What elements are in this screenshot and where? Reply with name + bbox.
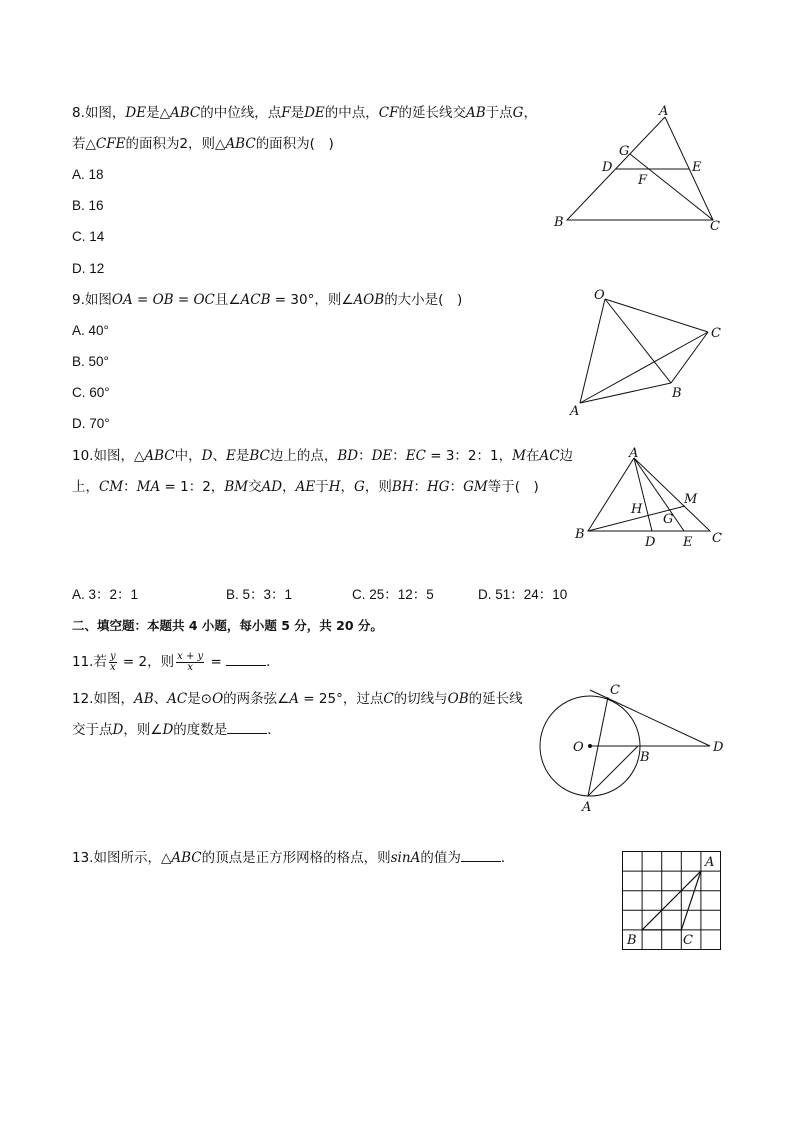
q9-segment-ab <box>580 383 671 403</box>
q8-label-a: A <box>659 104 669 119</box>
q10-option-c[interactable]: C. 25：12：5 <box>352 587 434 602</box>
q12-line2: 交于点D，则∠D的度数是 ． <box>72 722 281 738</box>
q10-label-g: G <box>663 512 674 527</box>
q8-option-b[interactable]: B. 16 <box>72 198 104 213</box>
q10-label-e: E <box>683 535 693 550</box>
q10-segment-ae <box>634 458 684 531</box>
q8-line1: 8.如图，DE是△ABC的中位线，点F是DE的中点，CF的延长线交AB于点G， <box>72 105 537 121</box>
q11-fraction-x-plus-y-over-x: $\frac{x + y}{x}$ <box>177 650 204 673</box>
q8-triangle-figure <box>550 100 730 235</box>
q13-label-a: A <box>705 855 715 870</box>
q10-triangle-figure <box>570 445 730 555</box>
q8-label-f: F <box>638 173 648 188</box>
q13-grid-figure <box>622 851 722 951</box>
q12-label-d: D <box>713 740 724 755</box>
q12-line1: 12.如图，AB、AC是⊙O的两条弦∠A = 25°，过点C的切线与OB的延长线 <box>72 691 523 707</box>
q13-label-b: B <box>627 933 637 948</box>
q9-option-c[interactable]: C. 60° <box>72 385 110 400</box>
q9-option-a[interactable]: A. 40° <box>72 323 109 338</box>
q12-tangent-line <box>590 690 710 746</box>
q10-option-a[interactable]: A. 3：2：1 <box>72 587 139 602</box>
q9-label-a: A <box>570 404 580 419</box>
q11-answer-blank[interactable] <box>226 653 266 666</box>
q9-segment-ac <box>580 332 708 403</box>
q9-label-o: O <box>594 288 605 303</box>
q9-label-b: B <box>672 386 682 401</box>
q12-label-o: O <box>573 740 584 755</box>
q8-label-e: E <box>692 160 702 175</box>
q9-label-c: C <box>711 326 721 341</box>
q12-label-a: A <box>582 800 592 815</box>
q13-line1: 13.如图所示，△ABC的顶点是正方形网格的格点，则sinA的值为 ． <box>72 850 515 866</box>
q12-label-c: C <box>610 683 620 698</box>
q11-line1: 11.若 $\frac{y}{x}$ = 2，则 $\frac{x + y}{x}$ = ． <box>72 650 280 673</box>
q8-label-c: C <box>710 219 720 234</box>
q10-label-a: A <box>629 446 639 461</box>
q12-center-dot <box>588 744 592 748</box>
q8-line2: 若△CFE的面积为2，则△ABC的面积为( ) <box>72 136 334 152</box>
q9-circle-center-figure <box>565 285 735 420</box>
q10-label-c: C <box>712 531 722 546</box>
q12-label-b: B <box>640 750 650 765</box>
q10-label-d: D <box>645 535 656 550</box>
q9-option-d[interactable]: D. 70° <box>72 416 110 431</box>
q10-label-b: B <box>575 527 585 542</box>
q8-label-g: G <box>619 144 630 159</box>
q10-option-d[interactable]: D. 51：24：10 <box>478 587 568 602</box>
q9-option-b[interactable]: B. 50° <box>72 354 109 369</box>
q9-segment-bc <box>671 332 708 383</box>
q13-answer-blank[interactable] <box>461 849 501 862</box>
q8-label-b: B <box>554 215 564 230</box>
q10-option-b[interactable]: B. 5：3：1 <box>226 587 293 602</box>
q10-segment-ad <box>634 458 652 531</box>
section-heading-fill-in: 二、填空题：本题共 4 小题，每小题 5 分，共 20 分。 <box>72 618 383 633</box>
q10-label-h: H <box>631 502 643 517</box>
q9-line1: 9.如图OA = OB = OC且∠ACB = 30°，则∠AOB的大小是( ) <box>72 292 463 308</box>
q10-label-m: M <box>684 492 698 507</box>
q8-option-c[interactable]: C. 14 <box>72 229 105 244</box>
q8-label-d: D <box>602 160 613 175</box>
q12-segment-ab <box>588 746 638 796</box>
q10-line1: 10.如图，△ABC中，D、E是BC边上的点，BD：DE：EC = 3：2：1，M在AC边 <box>72 448 574 464</box>
q13-triangle-abc <box>642 871 701 930</box>
q9-segment-oa <box>580 299 605 403</box>
q12-answer-blank[interactable] <box>227 721 267 734</box>
q11-fraction-y-over-x: $\frac{y}{x}$ <box>109 650 116 673</box>
q8-option-a[interactable]: A. 18 <box>72 167 104 182</box>
q12-circle-tangent-figure <box>530 680 730 820</box>
q9-segment-oc <box>605 299 708 332</box>
q8-option-d[interactable]: D. 12 <box>72 261 105 276</box>
q10-line2: 上，CM：MA = 1：2，BM交AD，AE于H，G，则BH：HG：GM等于( ) <box>72 479 539 495</box>
q13-label-c: C <box>683 933 693 948</box>
